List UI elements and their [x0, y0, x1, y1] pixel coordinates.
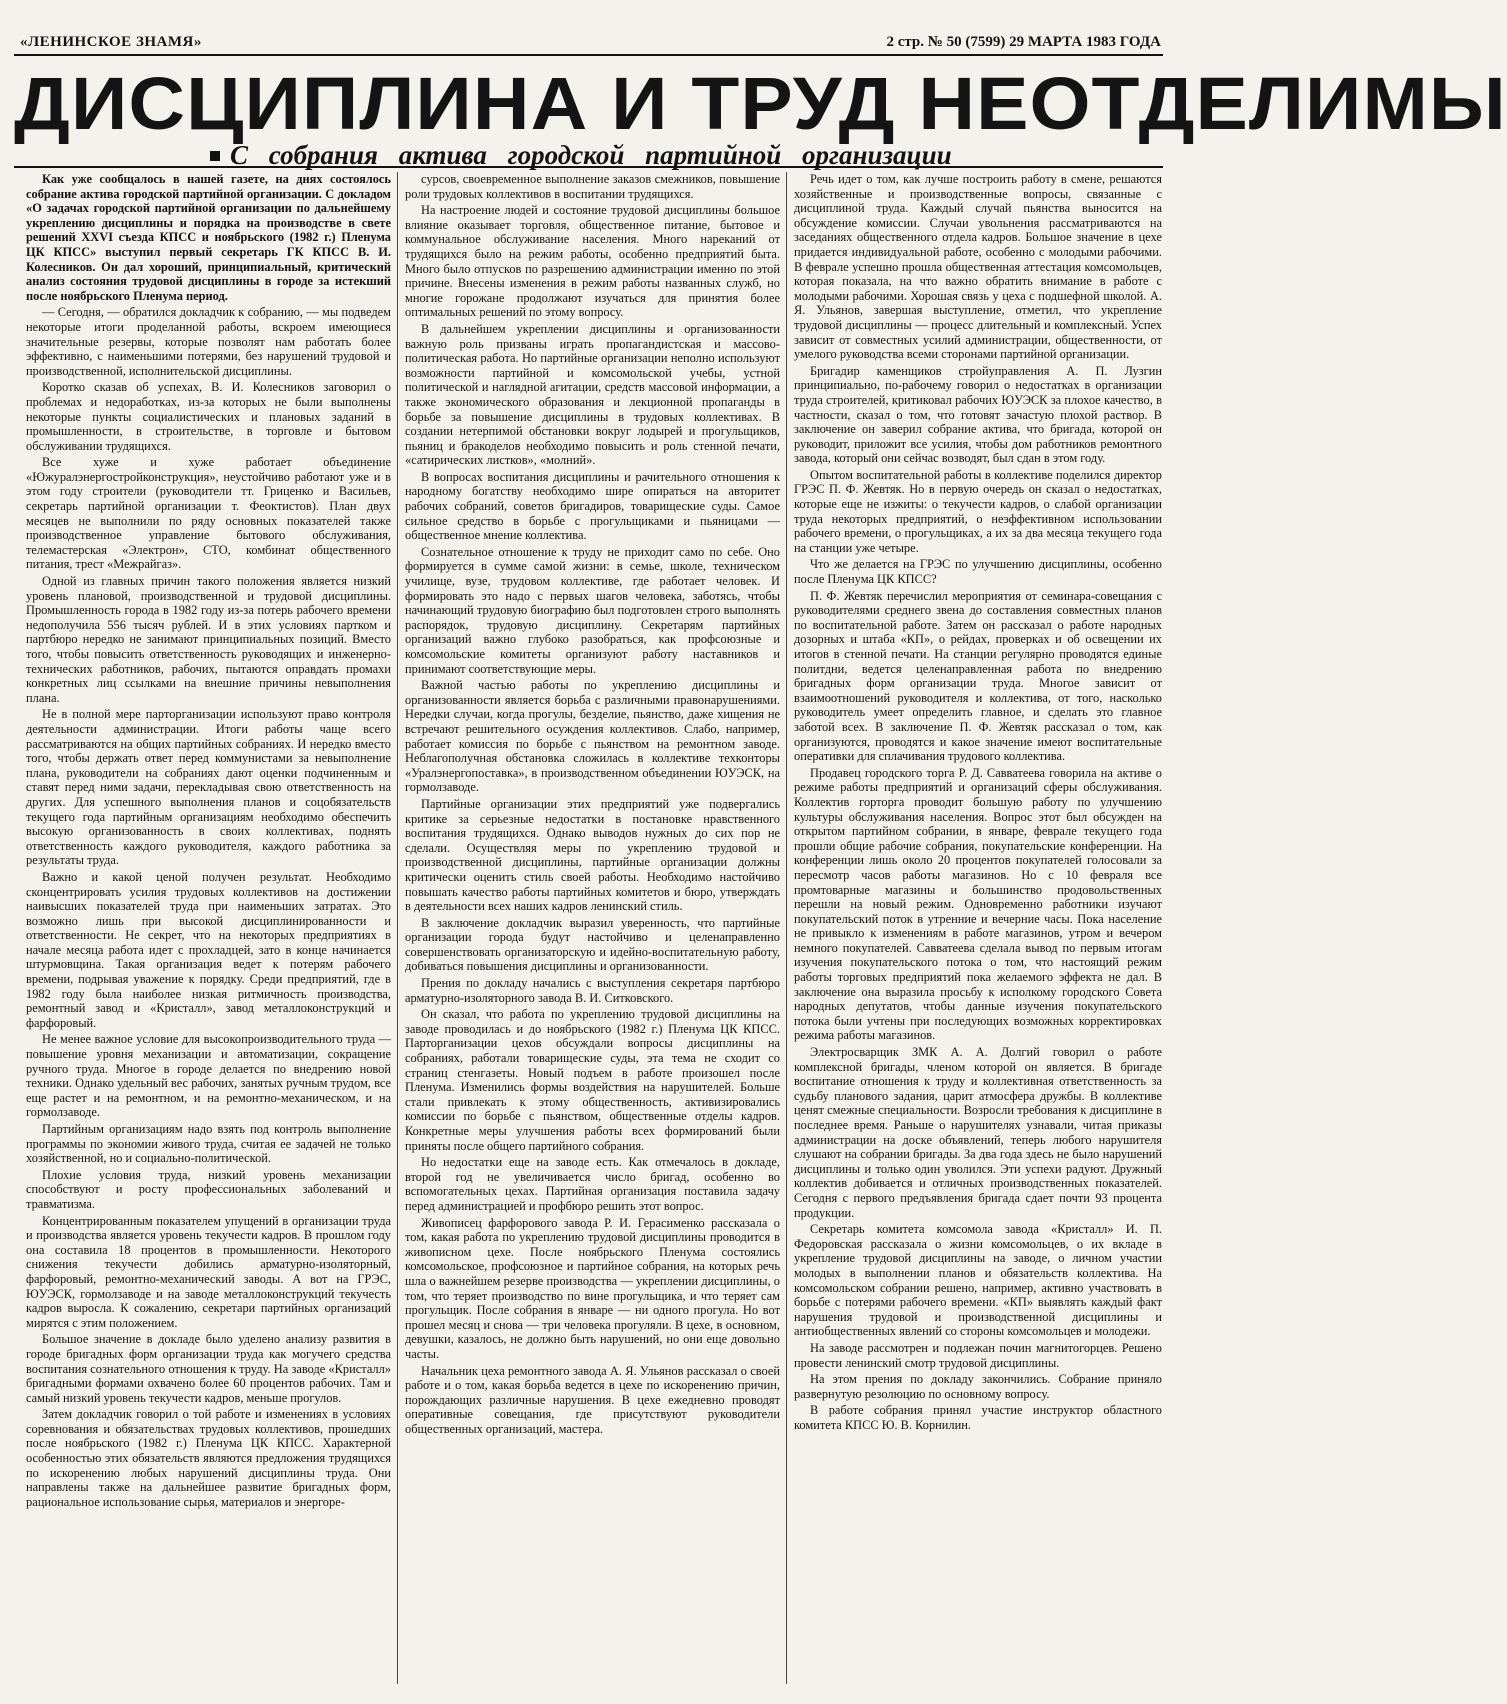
paragraph: Коротко сказав об успехах, В. И. Колесников заговорил о проблемах и недоработках, из-за которых не были выполнены некоторые пункты социалистических и плановых заданий в промышленности, в строительстве, в торговле и бытовом обслуживании трудящихся.	[26, 380, 391, 453]
paragraph: сурсов, своевременное выполнение заказов смежников, повышение роли трудовых коллективов в воспитании трудящихся.	[405, 172, 780, 201]
paragraph: — Сегодня, — обратился докладчик к собранию, — мы подведем некоторые итоги проделанной работы, вскроем имеющиеся значительные резервы, которые позволят нам работать более эффективно, с наименьшими потерями, без нарушений трудовой и производственной, исполнительской дисциплины.	[26, 305, 391, 378]
paragraph: Не в полной мере парторганизации используют право контроля деятельности администрации. Итоги работы чаще всего рассматриваются на общих партийных собраниях. И нередко вместо того, чтобы держать ответ перед коммунистами за невыполнение плана, руководители на собраниях дают оценки подчиненным и ставят перед ними задачи, перекладывая свою ответственность на других. Для успешного выполнения планов и соцобязательств текущего года партийным организациям необходимо обеспечить высокую организованность в своих коллективах, поднять ответственность каждого руководителя, каждого работника за результаты труда.	[26, 707, 391, 868]
paragraph: Затем докладчик говорил о той работе и изменениях в условиях соревнования и обязательствах трудовых коллективов, прошедших после ноябрьского (1982 г.) Пленума ЦК КПСС. Характерной особенностью этих обязательств являются предложения трудящихся по искоренению любых нарушений дисциплины труда. Они направлены также на дальнейшее развитие бригадных форм, рациональное использование сырья, материалов и энергоре-	[26, 1407, 391, 1509]
paragraph: Не менее важное условие для высокопроизводительного труда — повышение уровня механизации и автоматизации, сокращение ручного труда. Многое в городе делается по внедрению новой техники. Однако удельный вес рабочих, занятых ручным трудом, все еще растет и на ремонтном, и на ремонтно-механическом, и на гормолзаводе.	[26, 1032, 391, 1120]
column-divider	[786, 172, 787, 1684]
bullet-square-icon	[210, 151, 220, 161]
lead-paragraph: Как уже сообщалось в нашей газете, на днях состоялось собрание актива городской партийной организации. С докладом «О задачах городской партийной организации по дальнейшему укреплению дисциплины и порядка на производстве в свете решений XXVI съезда КПСС и ноябрьского (1982 г.) Пленума ЦК КПСС» выступил первый секретарь ГК КПСС В. И. Колесников. Он дал хороший, принципиальный, критический анализ состояния трудовой дисциплины в городе за истекший после ноябрьского Пленума период.	[26, 172, 391, 303]
paragraph: Речь идет о том, как лучше построить работу в смене, решаются хозяйственные и производственные вопросы, связанные с дисциплиной труда. Каждый случай пьянства выносится на обсуждение комиссии. Случаи увольнения рассматриваются на заседаниях общественного отдела кадров. Большое значение в цехе придается индивидуальной работе, особенно с молодыми рабочими. В феврале успешно прошла общественная аттестация комсомольцев, которая показала, на что важно обратить внимание в работе с молодыми рабочими. Хорошая связь у цеха с подшефной школой. А. Я. Ульянов, завершая выступление, отметил, что укрепление трудовой дисциплины — процесс длительный и комплексный. Успех зависит от совместных усилий администрации, общественности, от умелого руководства всеми сторонами партийной организации.	[794, 172, 1162, 362]
paragraph: Одной из главных причин такого положения является низкий уровень плановой, производственной и трудовой дисциплины. Промышленность города в 1982 году из-за потерь рабочего времени недополучила 556 тысяч рублей. И в этих условиях партком и партбюро нередко не занимают принципиальных позиций. Вместо того, чтобы повысить ответственность руководящих и инженерно-технических работников, рабочих, пытаются оправдать промахи конкретных лиц ссылками на внешние причины невыполнения плана.	[26, 574, 391, 705]
paragraph: Концентрированным показателем упущений в организации труда и производства является уровень текучести кадров. В прошлом году она составила 18 процентов в промышленности. Некоторого снижения текучести добились арматурно-изоляторный, фарфоровый, ремонтно-механический заводы. А вот на ГРЭС, ЮУЭСК, гормолзаводе и на заводе металлоконструкций текучесть кадров выросла. К сожалению, секретари партийных организаций мирятся с этим положением.	[26, 1213, 391, 1330]
paragraph: На настроение людей и состояние трудовой дисциплины большое влияние оказывает торговля, общественное питание, бытовое и коммунальное обслуживание населения. Много нареканий от трудящихся было на режим работы, особенно предприятий быта. Много было отпусков по разрешению администрации именно по этой причине. Внесены изменения в режим работы названных служб, но многие горожане продолжают изучаться для принятия более оптимальных решений по этому вопросу.	[405, 203, 780, 320]
paragraph: Большое значение в докладе было уделено анализу развития в городе бригадных форм организации труда как могучего средства воспитания сознательного отношения к труду. На заводе «Кристалл» бригадными формами охвачено более 60 процентов рабочих. Там и самый низкий уровень текучести кадров, меньше прогулов.	[26, 1332, 391, 1405]
paragraph: Он сказал, что работа по укреплению трудовой дисциплины на заводе проводилась и до ноябрьского (1982 г.) Пленума ЦК КПСС. Парторганизации цехов обсуждали вопросы дисциплины на собраниях, работали товарищеские суды, эта тема не сходит со страниц стенгазеты. Новый подъем в работе произошел после Пленума. Изменились формы воздействия на нарушителей. Больше стали привлекать к этому общественность, активизировались комиссии по борьбе с пьянством, общественные отделы кадров. Конкретные меры улучшения работы всех формирований были приняты после общего партийного собрания.	[405, 1007, 780, 1153]
issue-info: 2 стр. № 50 (7599) 29 МАРТА 1983 ГОДА	[886, 34, 1161, 50]
paragraph: Живописец фарфорового завода Р. И. Герасименко рассказала о том, какая работа по укреплению трудовой дисциплины проводится в живописном цехе. После ноябрьского Пленума состоялись комсомольское, профсоюзное и партийное собрания, на которых речь шла о важнейшем резерве производства — укреплении дисциплины, о том, что теряет производство по вине прогульщика, и что теряет сам прогульщик. После собрания в январе — ни одного прогула. Но вот прошел месяц и снова — три человека прогуляли. В цехе, в основном, девушки, казалось, не должно быть нарушений, но они еще довольно часты.	[405, 1215, 780, 1361]
paragraph: П. Ф. Жевтяк перечислил мероприятия от семинара-совещания с руководителями среднего звена до составления совместных планов по воспитательной работе. Затем он рассказал о работе народных дозорных и штаба «КП», о рейдах, проверках и об освещении их итогов в стенной печати. На станции регулярно проводятся единые политдни, ведется целенаправленная работа по внедрению бригадных форм организации труда. Многое зависит от взаимоотношений руководителя и коллектива, от того, насколько руководитель умеет определить главное, и сделать это главное заботой всех. В заключение П. Ф. Жевтяк рассказал о том, как организуются, проводятся и какое значение имеют воспитательные оперативки для сплачивания трудового коллектива.	[794, 588, 1162, 764]
paragraph: В вопросах воспитания дисциплины и рачительного отношения к народному богатству необходимо шире опираться на авторитет рабочих собраний, советов бригадиров, товарищеские суды. Самое сильное средство в борьбе с прогульщиками и пьяницами — общественное мнение коллектива.	[405, 469, 780, 543]
text-column-1	[26, 172, 391, 1682]
paragraph: Сознательное отношение к труду не приходит само по себе. Оно формируется в сумме самой жизни: в семье, школе, техническом училище, вузе, трудовом коллективе, где работает человек. И формировать это надо с первых шагов человека, заботясь, чтобы начинающий трудовую биографию был подготовлен строго выполнять распорядок, трудовую дисциплину. Секретарям партийных организаций важно глубоко разобраться, как профсоюзные и комсомольские комитеты организуют работу наставников и принимают соответствующие меры.	[405, 544, 780, 676]
paragraph: Плохие условия труда, низкий уровень механизации способствуют и росту профессиональных заболеваний и травматизма.	[26, 1167, 391, 1211]
paragraph: На заводе рассмотрен и подлежан почин магнитогорцев. Решено провести ленинский смотр трудовой дисциплины.	[794, 1340, 1162, 1370]
column-divider	[397, 172, 398, 1684]
paragraph: Электросварщик ЗМК А. А. Долгий говорил о работе комплексной бригады, членом которой он является. В бригаде воспитание отношения к труду и коллективная ответственность за судьбу планового задания, царит атмосфера дружбы. В коллективе ценят смежные специальности. Возросли требования к дисциплине в последнее время. Раньше о нарушителях узнавали, читая приказы администрации на доске объявлений, теперь любого нарушителя слушают на собрании бригады. За два года здесь не было нарушений дисциплины и только один уволился. Эти успехи радуют. Дружный коллектив добивается и отличных производственных показателей. Сегодня с первого предъявления бригада сдает почти 93 процента продукции.	[794, 1045, 1162, 1220]
header-rule	[14, 166, 1163, 168]
masthead	[14, 34, 1163, 56]
text-column-3	[794, 172, 1162, 1682]
article-subtitle: С собрания актива городской партийной организации	[230, 140, 952, 170]
paragraph: В заключение докладчик выразил уверенность, что партийные организации города будут настойчиво и целенаправленно совершенствовать организаторскую и идейно-воспитательную работу, добиваться повышения дисциплины и организованности.	[405, 915, 780, 974]
paragraph: Продавец городского торга Р. Д. Савватеева говорила на активе о режиме работы предприятий и организаций сферы обслуживания. Коллектив горторга проводит большую работу по улучшению культуры обслуживания населения. Вопрос этот был обсужден на открытом партийном собрании, в январе, феврале текущего года прошли общие рабочие собрания, покупательские конференции. На конференции лишь около 20 процентов покупателей голосовали за пересмотр часов работы магазинов. Но с 10 февраля все промтоварные магазины и большинство продовольственных перешли на новый режим. Одновременно работники изучают покупательский поток в утренние и вечерние часы. Пока население не привыкло к изменениям в работе магазинов, утром и вечером немного покупателей. Савватеева сделала вывод по первым итогам изучения покупательского потока о том, что настоящий режим работы торговых предприятий пока желаемого эффекта не дал. В заключение она выразила просьбу к исполкому городского Совета народных депутатов, чтобы данные изучения покупательского потока были учтены при последующих возможных корректировках режима работы магазинов.	[794, 765, 1162, 1043]
paragraph: Бригадир каменщиков стройуправления А. П. Лузгин принципиально, по-рабочему говорил о недостатках в организации труда строителей, критиковал рабочих ЮУЭСК за плохое качество, в частности, сказал о том, что готовят зачастую плохой раствор. В заключение он заверил собрание актива, что бригада, которой он руководит, приложит все усилия, чтобы дом работников ремонтного завода, который они сейчас возводят, был сдан в этом году.	[794, 363, 1162, 466]
article-title: ДИСЦИПЛИНА И ТРУД НЕОТДЕЛИМЫ	[14, 62, 1507, 145]
paragraph: Что же делается на ГРЭС по улучшению дисциплины, особенно после Пленума ЦК КПСС?	[794, 557, 1162, 587]
paragraph: Начальник цеха ремонтного завода А. Я. Ульянов рассказал о своей работе и о том, какая борьба ведется в цехе по искоренению причин, порождающих различные нарушения. В цехе ежедневно проводят оперативные совещания, где присутствуют руководители общественных организаций, мастера.	[405, 1363, 780, 1436]
paragraph: Партийным организациям надо взять под контроль выполнение программы по экономии живого труда, считая ее задачей не только хозяйственной, но и социально-политической.	[26, 1122, 391, 1166]
paragraph: Все хуже и хуже работает объединение «Южуралэнергостройконструкция», неустойчиво работают уже и в этом году строители (руководители тт. Гриценко и Васильев, секретарь партийной организации т. Феоктистов). План двух месяцев не выполнили по ряду основных показателей также производственное управление бытового обслуживания, телемастерская «Электрон», СТО, комбинат общественного питания, трест «Межрайгаз».	[26, 455, 391, 572]
paragraph: На этом прения по докладу закончились. Собрание приняло развернутую резолюцию по основному вопросу.	[794, 1372, 1162, 1401]
paragraph: Опытом воспитательной работы в коллективе поделился директор ГРЭС П. Ф. Жевтяк. Но в первую очередь он сказал о недостатках, которые еще не изжиты: о текучести кадров, о слабой организации труда некоторых предприятий, о неэффективном использовании рабочего времени, о прогульщиках, а их за два месяца текущего года на станции уже четыре.	[794, 467, 1162, 555]
paragraph: Секретарь комитета комсомола завода «Кристалл» И. П. Федоровская рассказала о жизни комсомольцев, о их вкладе в укрепление трудовой дисциплины на заводе, о личном участии молодых в выполнении планов и обязательств коллектива. На комсомольском собрании решено, например, активно участвовать в борьбе с потерями рабочего времени. «КП» выявлять каждый факт нарушения трудовой и производственной дисциплины и антиобщественных явлений со стороны комсомольцев и молодежи.	[794, 1222, 1162, 1339]
paragraph: Важно и какой ценой получен результат. Необходимо сконцентрировать усилия трудовых коллективов на достижении наивысших показателей труда при наименьших затратах. Это возможно лишь при высокой дисциплинированности и ответственности. Не секрет, что на некоторых предприятиях в начале месяца работа идет с прохладцей, зато в конце начинается штурмовщина. Такая организация ведет к потерям рабочего времени, подрывая уважение к порядку. Среди предприятий, где в 1982 году была наиболее низкая ритмичность производства, ремонтный завод и «Кристалл», завод металлоконструкций и фарфоровый.	[26, 869, 391, 1030]
paragraph: Партийные организации этих предприятий уже подвергались критике за серьезные недостатки в постановке нравственного воспитания трудящихся. Однако выводов нужных до сих пор не сделали. Осуществляя меры по укреплению трудовой и производственной дисциплины, партийные организации должны критически оценить стиль своей работы. Необходимо настойчиво повышать качество работы партийных комитетов и бюро, утверждать в деятельности всех наших кадров ленинский стиль.	[405, 796, 780, 914]
paragraph: В дальнейшем укреплении дисциплины и организованности важную роль призваны играть пропагандистская и массово-политическая работа. Но партийные организации неполно используют возможности партийной и комсомольской учебы, устной политической и наглядной агитации, средств массовой информации, а также экономического образования и лекционной пропаганды в борьбе за повышение дисциплины в трудовых коллективах. В создании нетерпимой обстановки вокруг лодырей и прогульщиков, пьяниц и бракоделов необходимо повысить и роль стенной печати, «сатирических листков», «молний».	[405, 321, 780, 468]
paragraph: Важной частью работы по укреплению дисциплины и организованности является борьба с различными правонарушениями. Нередки случаи, когда прогулы, безделие, пьянство, даже хищения не встречают решительного осуждения коллективов. Слабо, например, работает комиссия по борьбе с пьянством на ремонтном заводе. Неблагополучная обстановка сложилась в коллективе техконторы «Уралэнергопоставка», в производственном объединении ЮУЭСК, на гормолзаводе.	[405, 678, 780, 795]
paper-name: «ЛЕНИНСКОЕ ЗНАМЯ»	[20, 34, 202, 50]
paragraph: Но недостатки еще на заводе есть. Как отмечалось в докладе, второй год не увеличивается число бригад, особенно во вспомогательных цехах. Партийная организация поставила задачу перед администрацией и профбюро решить этот вопрос.	[405, 1155, 780, 1213]
paragraph: В работе собрания принял участие инструктор областного комитета КПСС Ю. В. Корнилин.	[794, 1403, 1162, 1432]
text-column-2	[405, 172, 780, 1682]
paragraph: Прения по докладу начались с выступления секретаря партбюро арматурно-изоляторного завода В. И. Ситковского.	[405, 976, 780, 1005]
